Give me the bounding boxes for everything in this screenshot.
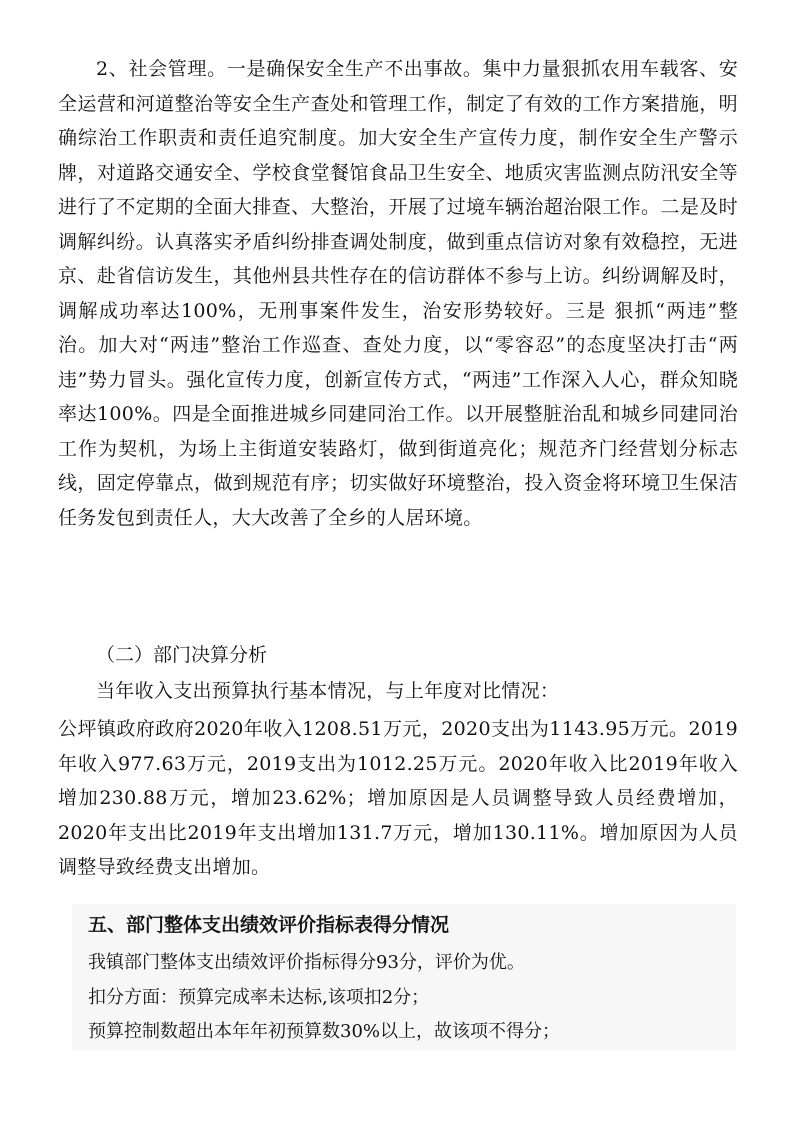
dept-analysis-body: 公坪镇政府政府2020年收入1208.51万元，2020支出为1143.95万元。2019年收入977.63万元，2019支出为1012.25万元。2020年收入比2019年收入增加230.88万元，增加23.62%；增加原因是人员调整导致人员经费增加，2020年支出比2019年支出增加131.7万元，增加130.11%。增加原因为人员调整导致经费支出增加。 [58,718,738,878]
dept-analysis-intro: 当年收入支出预算执行基本情况，与上年度对比情况： [96,680,560,702]
social-management-paragraph: 2、社会管理。一是确保安全生产不出事故。集中力量狠抓农用车载客、安全运营和河道整治等安全生产查处和管理工作，制定了有效的工作方案措施，明确综治工作职责和责任追究制度。加大安全生产宣传力度，制作安全生产警示牌，对道路交通安全、学校食堂餐馆食品卫生安全、地质灾害监测点防汛安全等进行了不定期的全面大排查、大整治，开展了过境车辆治超治限工作。二是及时调解纠纷。认真落实矛盾纠纷排查调处制度，做到重点信访对象有效稳控，无进京、赴省信访发生，其他州县共性存在的信访群体不参与上访。纠纷调解及时，调解成功率达100%，无刑事案件发生，治安形势较好。三是 狠抓“两违”整治。加大对“两违”整治工作巡查、查处力度，以“零容忍”的态度坚决打击“两违”势力冒头。强化宣传力度，创新宣传方式，“两违”工作深入人心，群众知晓率达100%。四是全面推进城乡同建同治工作。以开展整脏治乱和城乡同建同治工作为契机，为场上主街道安装路灯，做到街道亮化；规范齐门经营划分标志线，固定停靠点，做到规范有序；切实做好环境整治，投入资金将环境卫生保洁任务发包到责任人，大大改善了全乡的人居环境。 [58,58,738,529]
evaluation-score-line: 我镇部门整体支出绩效评价指标得分93分，评价为优。 [88,952,525,973]
section-five-title: 五、部门整体支出绩效评价指标表得分情况 [88,914,450,936]
section-five-block [72,904,736,1050]
deduction-line: 扣分方面：预算完成率未达标,该项扣2分； [88,987,430,1008]
dept-analysis-heading: （二）部门决算分析 [96,644,268,666]
budget-control-line: 预算控制数超出本年年初预算数30%以上，故该项不得分； [88,1021,561,1042]
